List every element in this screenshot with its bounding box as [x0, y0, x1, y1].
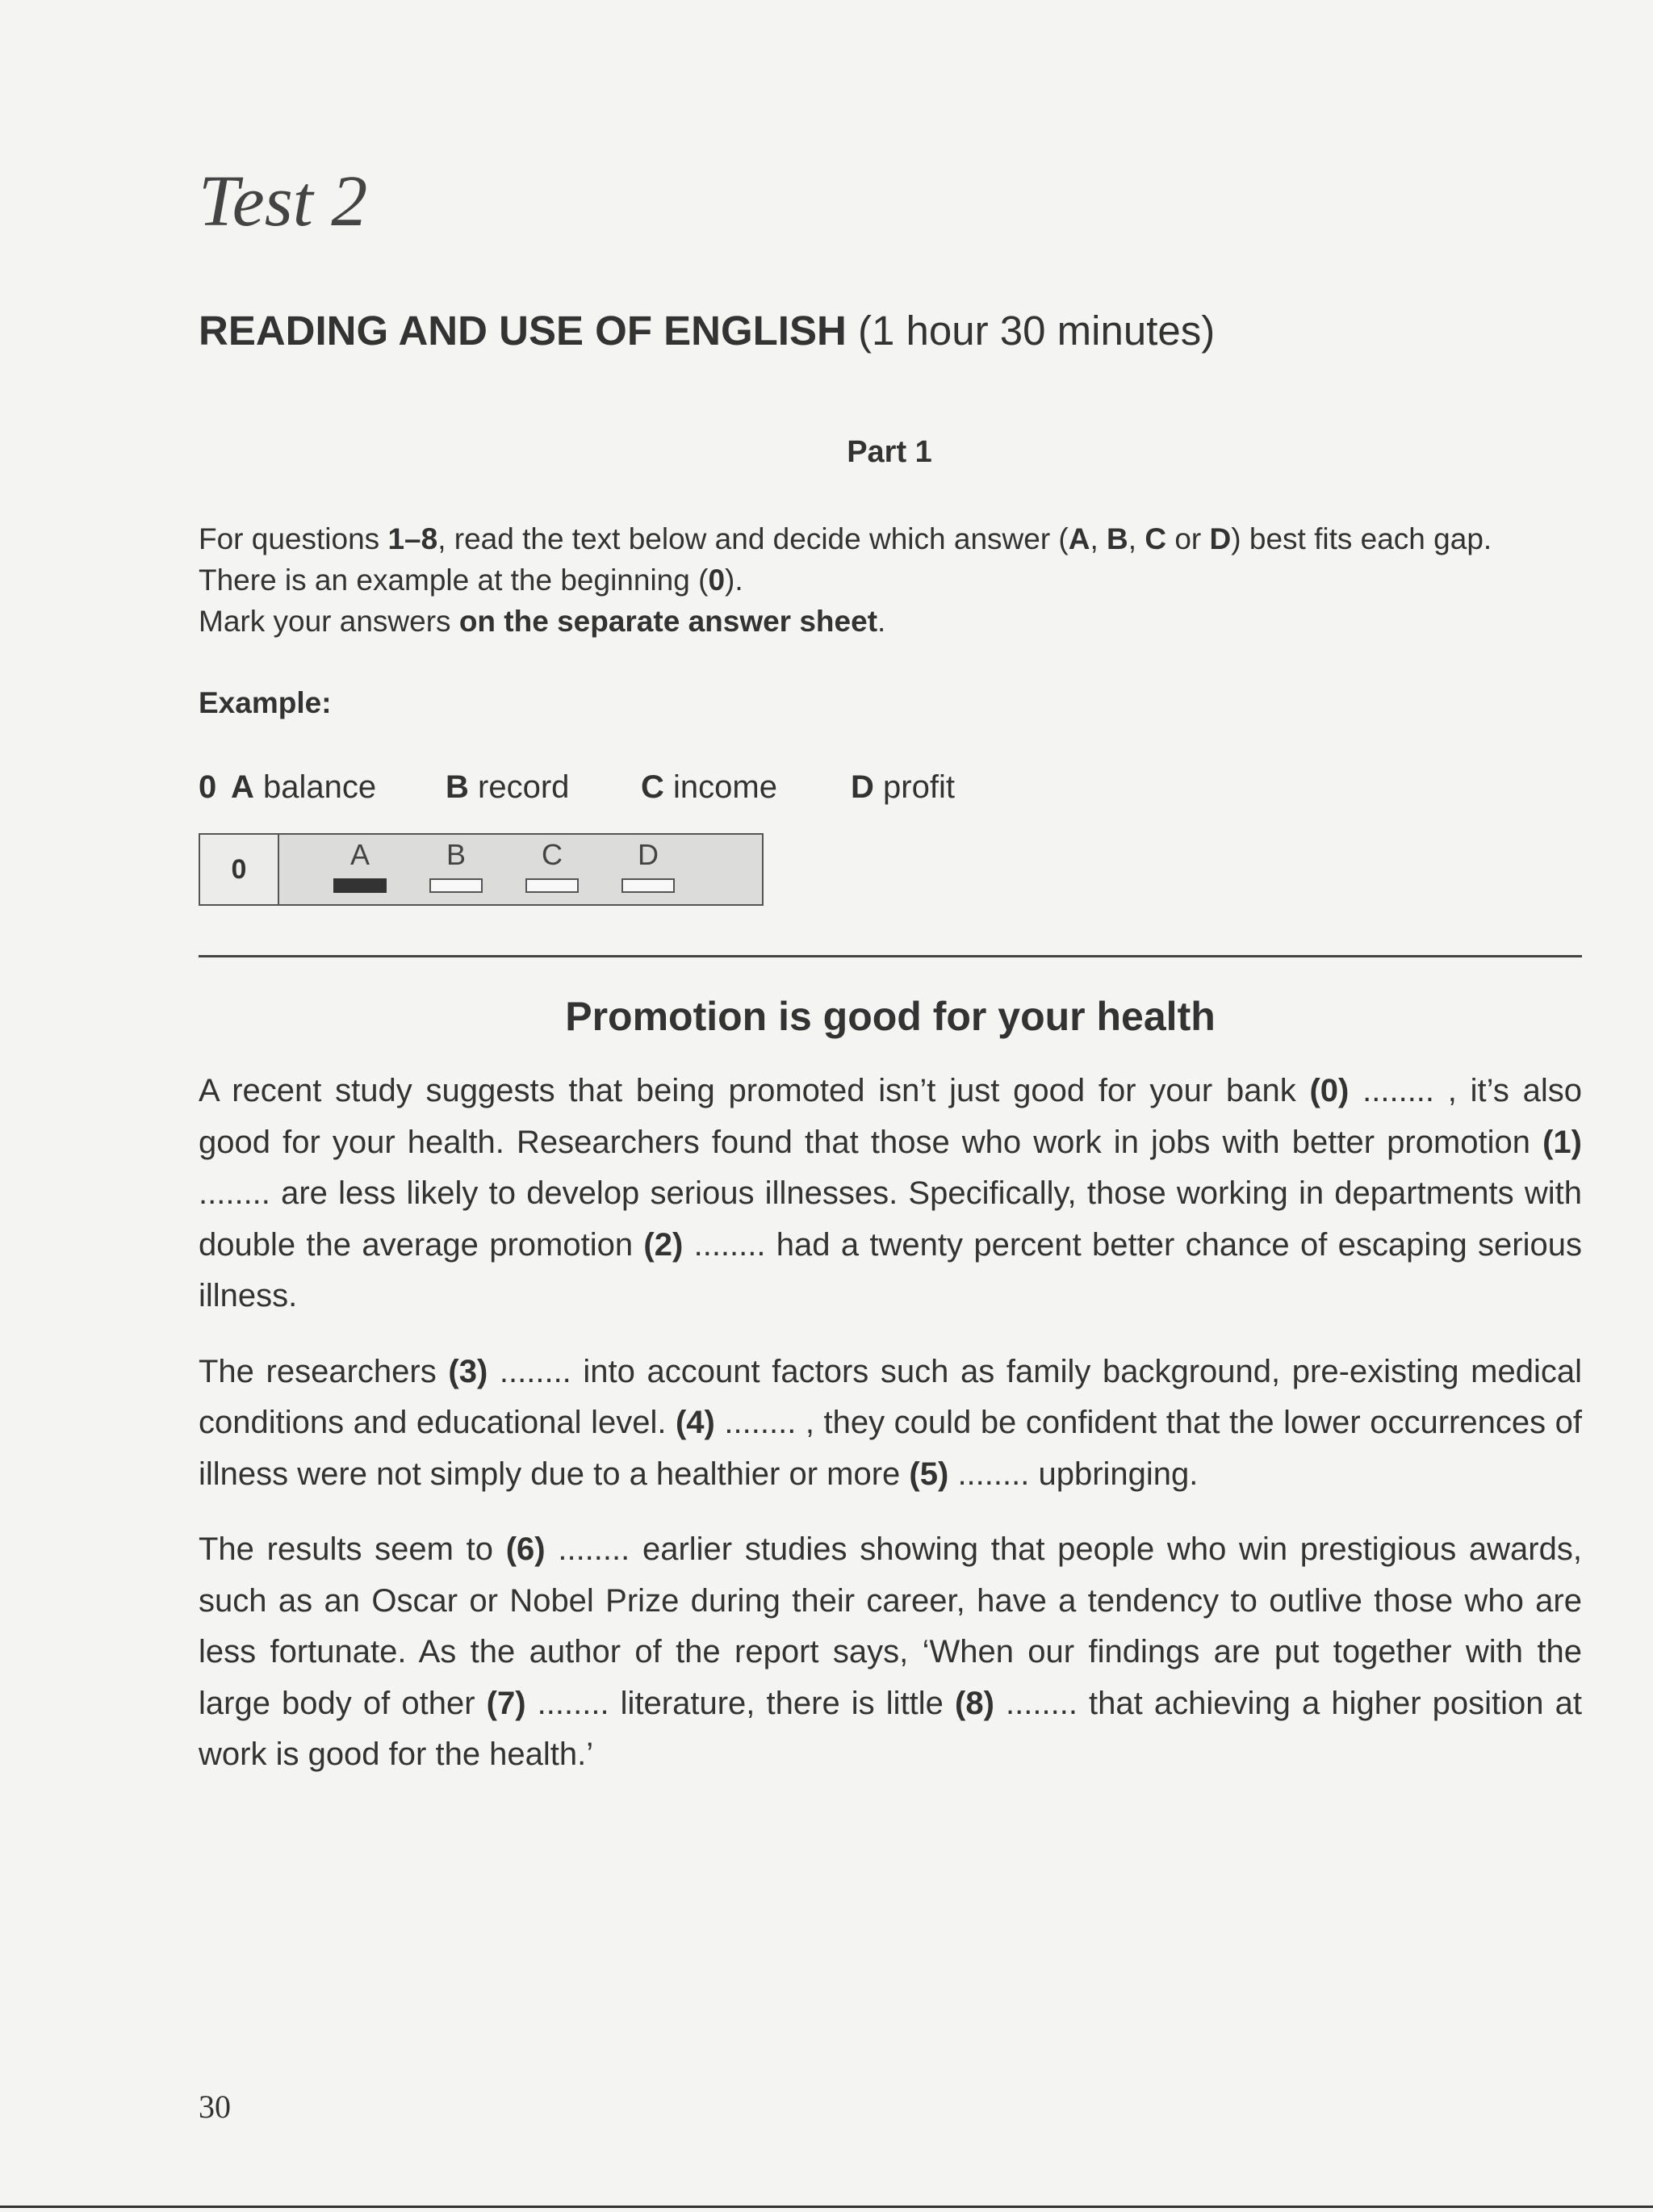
- gap-dots: ........: [724, 1405, 797, 1440]
- answer-sheet-note: on the separate answer sheet: [458, 605, 878, 638]
- article-text: A recent study suggests that being promoted isn’t just good for your bank: [199, 1073, 1310, 1108]
- page-number: 30: [199, 2088, 231, 2125]
- article-paragraph-2: [199, 1347, 1582, 1501]
- article-paragraph-1: [199, 1066, 1582, 1322]
- section-duration: (1 hour 30 minutes): [846, 308, 1216, 354]
- option-letter: B: [1107, 522, 1128, 555]
- instruction-line-2: [199, 559, 1603, 601]
- article-text: The results seem to: [199, 1531, 506, 1567]
- answer-bubble-b: [429, 878, 483, 893]
- instruction-text: ) best fits each gap.: [1231, 522, 1492, 555]
- answer-box-number: 0: [200, 835, 279, 904]
- instruction-text: ).: [725, 563, 743, 597]
- instruction-text: or: [1166, 522, 1210, 555]
- article-body: [199, 1066, 1582, 1805]
- gap-number: (2): [643, 1226, 684, 1263]
- gap-number: (1): [1542, 1124, 1582, 1160]
- example-answer-box: [199, 833, 764, 906]
- article-text: The researchers: [199, 1353, 449, 1389]
- answer-letter-d: D: [638, 838, 659, 871]
- scan-edge-line: [0, 2206, 1653, 2208]
- gap-number: (3): [448, 1353, 488, 1389]
- section-title: [199, 308, 1216, 354]
- article-text: into account factors such as family background, pre-existing medical conditions and educational level.: [199, 1353, 1582, 1440]
- example-number: 0: [708, 563, 726, 597]
- gap-dots: ........: [537, 1685, 609, 1721]
- article-text: are less likely to develop serious illnesses. Specifically, those working in departments with double the average promotion: [199, 1175, 1582, 1263]
- example-number: 0: [199, 769, 217, 805]
- article-text: earlier studies showing that people who win prestigious awards, such as an Oscar or Nobel Prize during their career, have a tendency to outlive those who are less fortunate. As the author of the report says, ‘When our findings are put together with the large body of other: [199, 1531, 1582, 1721]
- article-text: had a twenty percent better chance of escaping serious illness.: [199, 1226, 1582, 1313]
- answer-bubble-a-filled: [333, 878, 387, 893]
- gap-number: (6): [505, 1531, 546, 1567]
- gap-dots: ........: [1006, 1685, 1078, 1721]
- question-range: 1–8: [387, 522, 438, 555]
- answer-bubble-c: [525, 878, 579, 893]
- instruction-text: ,: [1128, 522, 1145, 555]
- gap-number: (4): [675, 1405, 715, 1440]
- instruction-text: There is an example at the beginning (: [199, 563, 709, 597]
- article-text: upbringing.: [1029, 1456, 1199, 1492]
- instructions: [199, 518, 1603, 642]
- option-d: D profit: [851, 769, 955, 805]
- article-text: literature, there is little: [609, 1685, 956, 1721]
- gap-number: (0): [1309, 1073, 1350, 1108]
- part-heading: Part 1: [847, 435, 932, 469]
- instruction-text: , read the text below and decide which answer (: [437, 522, 1069, 555]
- option-letter: C: [1145, 522, 1167, 555]
- gap-number: (7): [486, 1685, 526, 1721]
- gap-dots: ........: [499, 1353, 571, 1389]
- article-title: Promotion is good for your health: [565, 994, 1216, 1039]
- instruction-text: For questions: [199, 522, 388, 555]
- gap-number: (5): [909, 1456, 949, 1492]
- instruction-line-1: [199, 518, 1603, 559]
- instruction-text: Mark your answers: [199, 605, 459, 638]
- gap-dots: ........: [558, 1531, 630, 1567]
- option-c: C income: [641, 769, 777, 805]
- section-divider: [199, 955, 1582, 957]
- option-b: B record: [446, 769, 570, 805]
- answer-letter-c: C: [542, 838, 563, 871]
- test-title: Test 2: [199, 161, 368, 241]
- section-title-main: READING AND USE OF ENGLISH: [199, 308, 847, 354]
- gap-dots: ........: [199, 1175, 270, 1211]
- instruction-line-3: [199, 601, 1603, 642]
- gap-dots: ........: [693, 1226, 766, 1263]
- option-a: A balance: [231, 769, 377, 805]
- gap-dots: ........: [1362, 1073, 1435, 1108]
- article-text: that achieving a higher position at work is good for the health.’: [199, 1685, 1582, 1772]
- article-text: , it’s also good for your health. Researchers found that those who work in jobs with better promotion: [199, 1073, 1582, 1160]
- gap-dots: ........: [957, 1456, 1030, 1492]
- option-letter: A: [1068, 522, 1090, 555]
- article-paragraph-3: [199, 1524, 1582, 1781]
- example-label: Example:: [199, 686, 332, 719]
- gap-number: (8): [955, 1685, 994, 1721]
- option-letter: D: [1209, 522, 1232, 555]
- instruction-text: ,: [1090, 522, 1107, 555]
- answer-letter-b: B: [446, 838, 466, 871]
- article-text: , they could be confident that the lower occurrences of illness were not simply due to a healthier or more: [199, 1405, 1582, 1492]
- answer-letter-a: A: [349, 838, 370, 871]
- instruction-text: .: [877, 605, 886, 638]
- answer-bubble-d: [621, 878, 675, 893]
